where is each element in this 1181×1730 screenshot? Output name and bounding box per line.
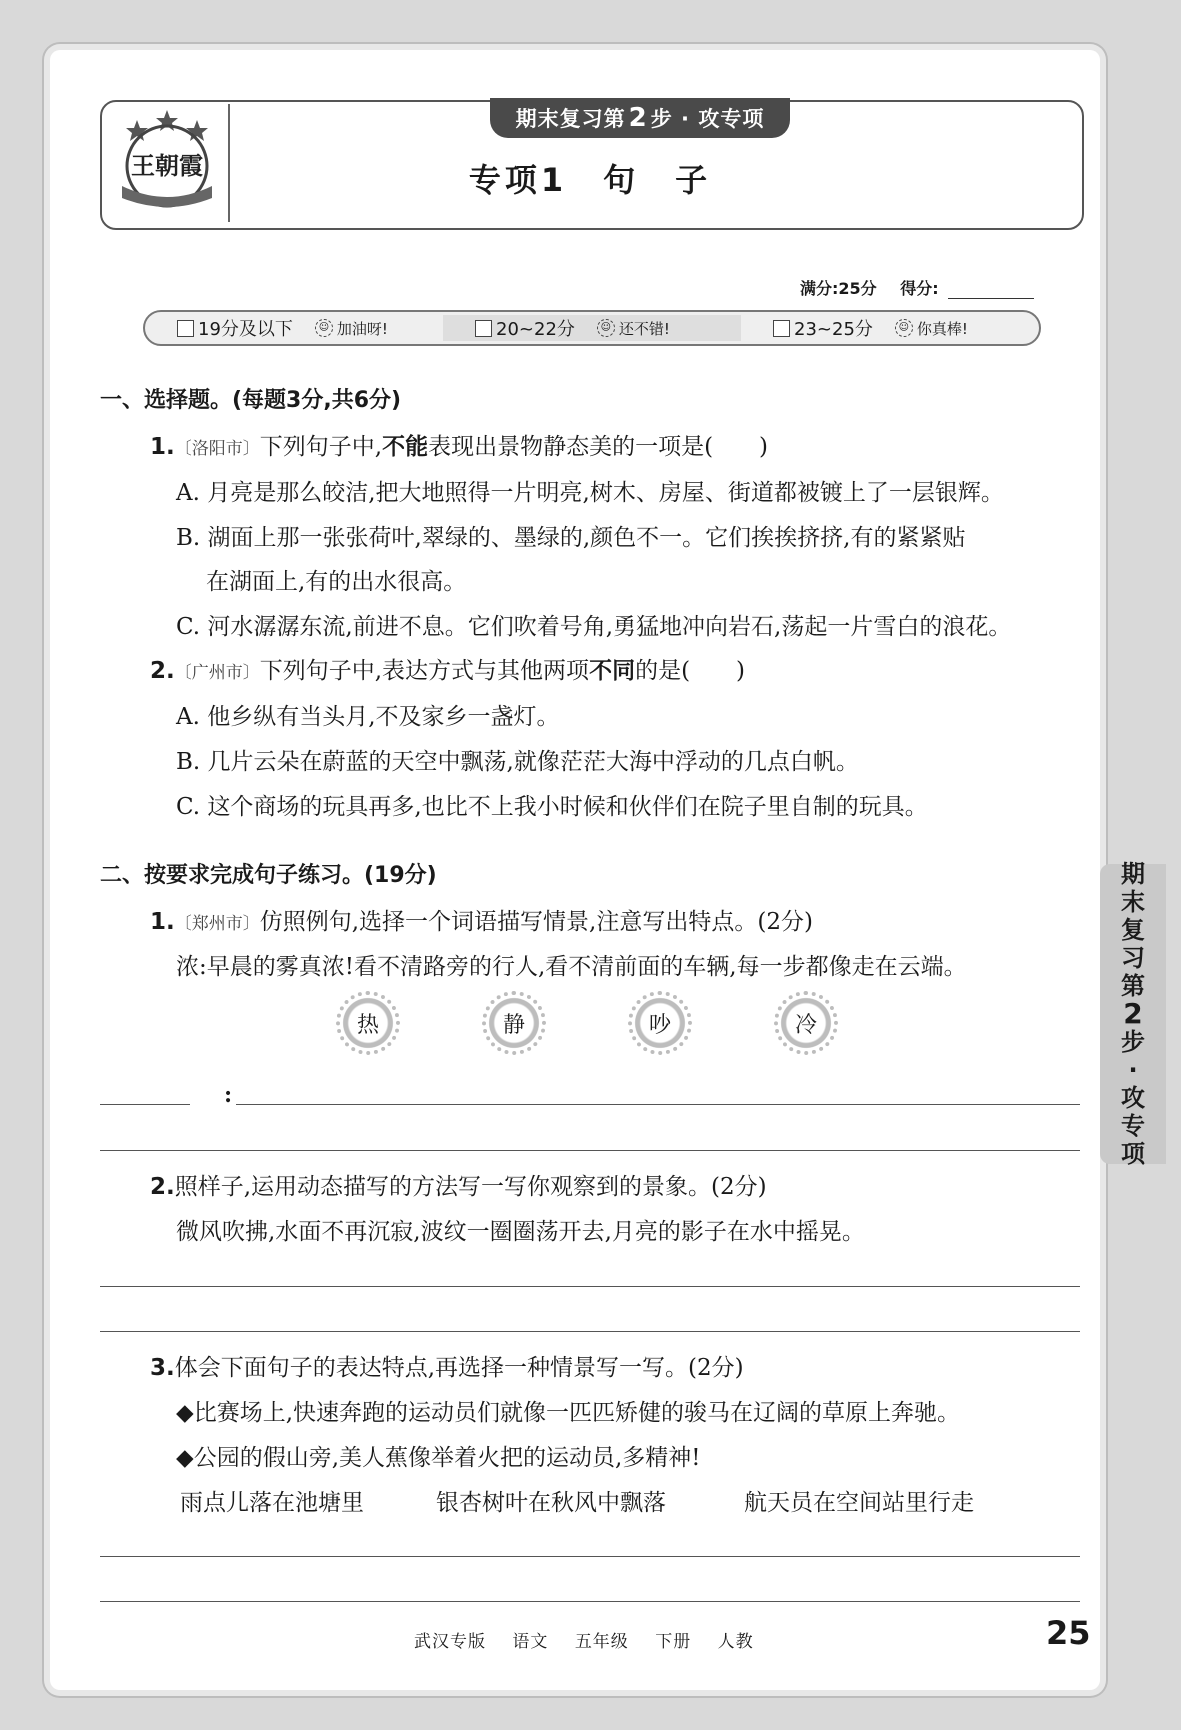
question-number: 1.	[150, 909, 175, 935]
option-b[interactable]: B. 湖面上那一张张荷叶,翠绿的、墨绿的,颜色不一。它们挨挨挤挤,有的紧紧贴	[176, 525, 966, 551]
step-suffix: 步 · 攻专项	[650, 107, 765, 131]
side-tab-char: 专	[1121, 1112, 1145, 1140]
footer-item: 语文	[512, 1632, 549, 1652]
question-number: 2.	[150, 658, 175, 684]
question-number: 1.	[150, 434, 175, 460]
scene-choice[interactable]: 航天员在空间站里行走	[744, 1490, 974, 1516]
question-number: 3.	[150, 1355, 175, 1381]
word-choice-quiet[interactable]: 静	[486, 995, 542, 1051]
option-a[interactable]: A. 月亮是那么皎洁,把大地照得一片明亮,树木、房屋、街道都被镀上了一层银辉。	[176, 480, 1004, 506]
score-line	[800, 276, 1034, 299]
publisher-logo	[112, 108, 222, 216]
grade-comment: 你真棒!	[916, 319, 968, 338]
step-prefix: 期末复习第	[515, 107, 626, 131]
grade-comment: 加油呀!	[336, 319, 388, 338]
answer-line[interactable]	[100, 1286, 1080, 1287]
grade-checkbox[interactable]	[475, 320, 492, 337]
side-tab	[1100, 860, 1166, 1168]
got-score-label: 得分:	[900, 279, 939, 298]
example-sentence: 浓:早晨的雾真浓!看不清路旁的行人,看不清前面的车辆,每一步都像走在云端。	[176, 954, 967, 980]
answer-line[interactable]	[100, 1556, 1080, 1557]
footer-item: 五年级	[574, 1632, 629, 1652]
answer-line[interactable]	[100, 1601, 1080, 1602]
side-tab-char: 复	[1121, 916, 1145, 944]
question-number: 2.	[150, 1174, 175, 1200]
question-2-1	[150, 903, 813, 936]
question-stem: 下列句子中,表达方式与其他两项	[259, 658, 590, 684]
grade-checkbox[interactable]	[177, 320, 194, 337]
full-score: 满分:25分	[800, 279, 877, 298]
question-2-3	[150, 1349, 744, 1382]
question-2-2	[150, 1168, 767, 1201]
answer-word-line[interactable]	[100, 1104, 190, 1105]
side-tab-char: 项	[1121, 1140, 1145, 1168]
footer-item: 武汉专版	[414, 1632, 486, 1652]
question-stem: 照样子,运用动态描写的方法写一写你观察到的景象。(2分)	[174, 1174, 767, 1200]
logo-text: 王朝霞	[131, 151, 203, 180]
header-divider	[228, 104, 230, 222]
example-sentence: ◆公园的假山旁,美人蕉像举着火把的运动员,多精神!	[176, 1445, 701, 1471]
grade-item	[145, 315, 443, 341]
side-tab-char: 末	[1121, 888, 1145, 916]
question-stem: 表现出景物静态美的一项是( )	[428, 434, 769, 460]
smiley-icon: ☺	[895, 319, 913, 337]
example-sentence: ◆比赛场上,快速奔跑的运动员们就像一匹匹矫健的骏马在辽阔的草原上奔驰。	[176, 1400, 960, 1426]
page-number: 25	[1046, 1614, 1091, 1652]
option-c[interactable]: C. 河水潺潺东流,前进不息。它们吹着号角,勇猛地冲向岩石,荡起一片雪白的浪花。	[176, 614, 1012, 640]
grade-range: 20~22分	[496, 319, 575, 340]
answer-line[interactable]	[236, 1104, 1080, 1105]
grade-checkbox[interactable]	[773, 320, 790, 337]
option-b[interactable]: B. 几片云朵在蔚蓝的天空中飘荡,就像茫茫大海中浮动的几点白帆。	[176, 749, 859, 775]
question-stem: 体会下面句子的表达特点,再选择一种情景写一写。(2分)	[174, 1355, 744, 1381]
side-tab-char: 习	[1121, 944, 1145, 972]
option-c[interactable]: C. 这个商场的玩具再多,也比不上我小时候和伙伴们在院子里自制的玩具。	[176, 794, 928, 820]
question-stem: 的是( )	[635, 658, 746, 684]
part2-heading: 二、按要求完成句子练习。(19分)	[100, 863, 437, 888]
step-number: 2	[628, 103, 648, 133]
example-sentence: 微风吹拂,水面不再沉寂,波纹一圈圈荡开去,月亮的影子在水中摇晃。	[176, 1219, 865, 1245]
question-keyword: 不同	[589, 657, 636, 684]
side-tab-char: 步	[1121, 1028, 1145, 1056]
grade-range: 23~25分	[794, 319, 873, 340]
page-title: 专项1 句 子	[468, 161, 712, 199]
scene-choice[interactable]: 雨点儿落在池塘里	[180, 1490, 364, 1516]
word-choices	[340, 995, 860, 1059]
footer-item: 下册	[655, 1632, 692, 1652]
question-1-1	[150, 428, 768, 461]
question-source: 〔郑州市〕	[174, 914, 260, 934]
smiley-icon: ☺	[315, 319, 333, 337]
side-tab-char: 2	[1123, 997, 1143, 1030]
step-banner	[490, 98, 790, 138]
grade-comment: 还不错!	[618, 319, 670, 338]
grade-range: 19分及以下	[198, 319, 293, 340]
part1-heading: 一、选择题。(每题3分,共6分)	[100, 388, 402, 413]
side-tab-char: 期	[1121, 860, 1145, 888]
answer-line[interactable]	[100, 1150, 1080, 1151]
footer	[414, 1627, 774, 1652]
grade-item	[443, 315, 741, 341]
question-stem: 下列句子中,	[259, 434, 383, 460]
word-choice-noisy[interactable]: 吵	[632, 995, 688, 1051]
question-stem: 仿照例句,选择一个词语描写情景,注意写出特点。(2分)	[259, 909, 813, 935]
scene-choice[interactable]: 银杏树叶在秋风中飘落	[436, 1490, 666, 1516]
option-b-cont: 在湖面上,有的出水很高。	[206, 569, 467, 595]
answer-line[interactable]	[100, 1331, 1080, 1332]
question-source: 〔洛阳市〕	[174, 439, 260, 459]
question-keyword: 不能	[382, 433, 429, 460]
option-a[interactable]: A. 他乡纵有当头月,不及家乡一盏灯。	[176, 704, 560, 730]
question-1-2	[150, 652, 745, 685]
grade-bar	[143, 310, 1041, 346]
side-tab-char: 第	[1121, 972, 1145, 1000]
side-tab-char: 攻	[1121, 1084, 1145, 1112]
question-source: 〔广州市〕	[174, 663, 260, 683]
grade-item	[741, 315, 1039, 341]
word-choice-cold[interactable]: 冷	[778, 995, 834, 1051]
score-blank[interactable]	[948, 280, 1034, 299]
footer-item: 人教	[717, 1632, 754, 1652]
word-choice-hot[interactable]: 热	[340, 995, 396, 1051]
answer-colon: :	[224, 1082, 233, 1108]
side-tab-char: ·	[1128, 1056, 1138, 1084]
smiley-icon: ☺	[597, 319, 615, 337]
